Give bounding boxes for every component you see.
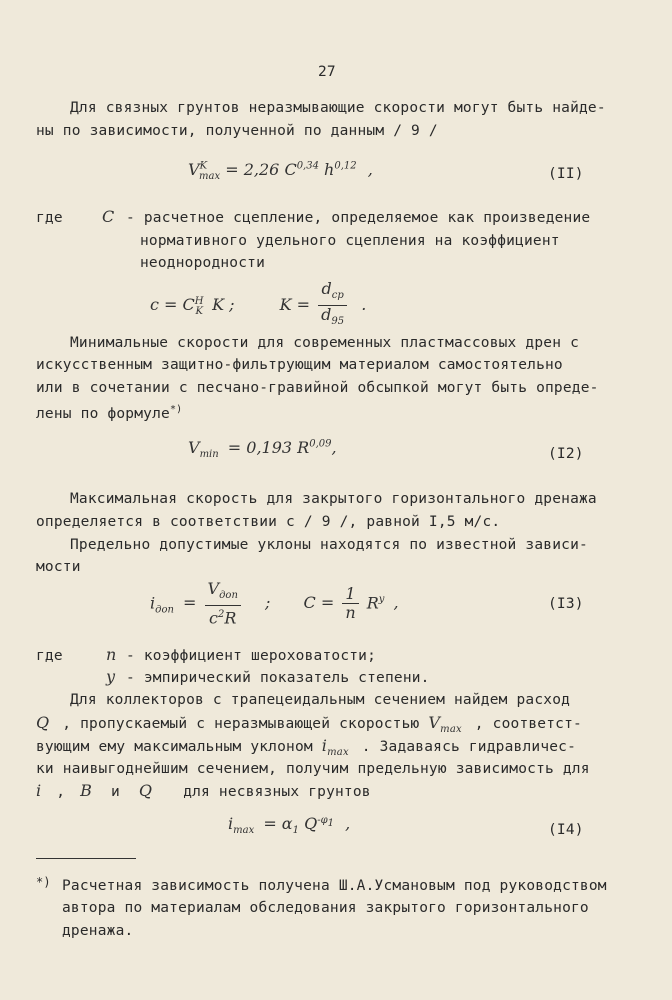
where-line: - расчетное сцепление, определяемое как произведение bbox=[126, 210, 591, 226]
where-line: - эмпирический показатель степени. bbox=[126, 670, 430, 686]
eq-text: c = C bbox=[150, 295, 195, 315]
paragraph-line: Минимальные скорости для современных пластмассовых дрен с bbox=[70, 335, 579, 351]
equation-11 bbox=[188, 160, 373, 182]
eq-fraction: $\frac{1}{n}$ bbox=[342, 585, 358, 622]
paragraph-text: и bbox=[111, 784, 120, 800]
eq-subscript: cp bbox=[331, 290, 344, 302]
footnote-mark: *) bbox=[36, 875, 51, 889]
footnote-rule bbox=[36, 858, 136, 859]
paragraph-text: лены по формуле bbox=[36, 405, 170, 422]
eq-symbol: i bbox=[150, 593, 156, 613]
eq-symbol: d bbox=[321, 279, 332, 298]
eq-symbol: Q bbox=[36, 713, 50, 732]
eq-symbol: V bbox=[188, 160, 200, 179]
eq-text: = 0,193 R bbox=[227, 438, 310, 457]
eq-fraction bbox=[318, 280, 347, 331]
equation-number: (I2) bbox=[548, 446, 584, 462]
eq-symbol bbox=[321, 736, 349, 759]
eq-symbol: i bbox=[36, 781, 42, 800]
eq-subscript: K bbox=[195, 306, 203, 318]
eq-superscript: 2 bbox=[217, 609, 225, 621]
equation-14 bbox=[228, 814, 350, 836]
paragraph-line: ны по зависимости, полученной по данным / 9 / bbox=[36, 123, 438, 139]
eq-text: K ; bbox=[212, 295, 235, 315]
eq-symbol: i bbox=[321, 736, 328, 755]
eq-text: , bbox=[331, 438, 337, 457]
where-word: где bbox=[36, 648, 63, 664]
paragraph-line: искусственным защитно-фильтрующим материалом самостоятельно bbox=[36, 357, 563, 373]
eq-superscript: H bbox=[194, 295, 204, 307]
where-symbol: n bbox=[106, 645, 117, 664]
paragraph-text: для несвязных грунтов bbox=[183, 784, 371, 800]
eq-text: . bbox=[361, 295, 367, 315]
paragraph-text: , пропускаемый с неразмывающей скоростью bbox=[62, 716, 420, 732]
eq-superscript: 0,34 bbox=[296, 160, 319, 172]
eq-text: ; bbox=[265, 593, 271, 613]
eq-symbol bbox=[428, 713, 462, 736]
paragraph-text: , соответст- bbox=[474, 716, 582, 732]
paragraph-text: , bbox=[56, 784, 66, 800]
footnote-line: автора по материалам обследования закрытого горизонтального bbox=[62, 900, 589, 916]
where-symbol: y bbox=[106, 667, 116, 686]
eq-text: = 2,26 C bbox=[225, 160, 297, 179]
equation-c bbox=[150, 280, 366, 331]
eq-subscript: max bbox=[199, 171, 221, 183]
eq-superscript-text: -φ bbox=[317, 814, 328, 826]
footnote-line: Расчетная зависимость получена Ш.А.Усмановым под руководством bbox=[62, 878, 607, 894]
eq-text: , bbox=[393, 593, 399, 613]
eq-subscript: 1 bbox=[292, 825, 299, 837]
eq-text: = bbox=[183, 593, 197, 613]
eq-symbol: V bbox=[428, 713, 441, 732]
equation-13 bbox=[150, 580, 399, 628]
equation-number: (II) bbox=[548, 166, 584, 182]
paragraph-line bbox=[36, 400, 182, 424]
eq-symbol: d bbox=[321, 305, 332, 325]
eq-symbol: V bbox=[188, 438, 200, 457]
where-line: неоднородности bbox=[140, 255, 266, 271]
eq-symbol: c bbox=[209, 608, 218, 628]
eq-superscript: y bbox=[378, 593, 385, 605]
paragraph-text: вующим ему максимальным уклоном bbox=[36, 739, 313, 755]
footnote-line: дренажа. bbox=[62, 923, 134, 939]
eq-symbol: i bbox=[228, 814, 234, 833]
eq-text: K = bbox=[279, 295, 311, 315]
paragraph-line bbox=[36, 781, 371, 802]
eq-subscript: max bbox=[327, 747, 349, 759]
eq-text: , bbox=[367, 160, 373, 179]
eq-symbol: h bbox=[324, 160, 335, 179]
equation-number: (I4) bbox=[548, 822, 584, 838]
eq-text: C = bbox=[303, 593, 335, 613]
footnote-mark: *) bbox=[169, 404, 183, 415]
eq-text: , bbox=[345, 814, 351, 833]
eq-symbol: R bbox=[366, 593, 379, 613]
eq-text: = α bbox=[263, 814, 293, 833]
equation-12 bbox=[188, 438, 337, 460]
eq-subscript: min bbox=[199, 449, 219, 461]
eq-subscript: max bbox=[440, 724, 462, 736]
paragraph-line: ки наивыгоднейшим сечением, получим предельную зависимость для bbox=[36, 761, 590, 777]
equation-number: (I3) bbox=[548, 596, 584, 612]
eq-symbol: Q bbox=[138, 781, 153, 800]
paragraph-line: Предельно допустимые уклоны находятся по известной зависи- bbox=[70, 537, 588, 553]
where-symbol: C bbox=[102, 207, 115, 226]
where-line: - коэффициент шероховатости; bbox=[126, 648, 377, 664]
paragraph-line: Для связных грунтов неразмывающие скорости могут быть найде- bbox=[70, 100, 606, 116]
paragraph-line: мости bbox=[36, 559, 81, 575]
eq-subscript: 95 bbox=[331, 316, 345, 328]
eq-fraction bbox=[205, 580, 241, 628]
eq-symbol: R bbox=[224, 608, 237, 628]
where-line: нормативного удельного сцепления на коэффициент bbox=[140, 233, 560, 249]
where-word: где bbox=[36, 210, 63, 226]
paragraph-line: определяется в соответствии с / 9 /, равной I,5 м/с. bbox=[36, 514, 501, 530]
eq-symbol: V bbox=[207, 579, 220, 598]
eq-superscript bbox=[317, 814, 334, 829]
paragraph-line: Максимальная скорость для закрытого горизонтального дренажа bbox=[70, 491, 597, 507]
eq-superscript: K bbox=[199, 160, 208, 172]
paragraph-line: Для коллекторов с трапецеидальным сечением найдем расход bbox=[70, 692, 571, 708]
eq-subscript: доп bbox=[219, 590, 238, 602]
eq-subscript: max bbox=[233, 825, 255, 837]
eq-symbol: B bbox=[80, 781, 93, 800]
eq-subscript: доп bbox=[155, 604, 174, 616]
paragraph-line: или в сочетании с песчано-гравийной обсыпкой могут быть опреде- bbox=[36, 380, 599, 396]
eq-superscript: 0,12 bbox=[334, 160, 357, 172]
eq-superscript: 0,09 bbox=[309, 438, 332, 450]
eq-subscript: 1 bbox=[327, 817, 334, 829]
eq-symbol: Q bbox=[304, 814, 318, 833]
page-number: 27 bbox=[318, 64, 336, 80]
paragraph-text: . Задаваясь гидравличес- bbox=[361, 739, 577, 755]
